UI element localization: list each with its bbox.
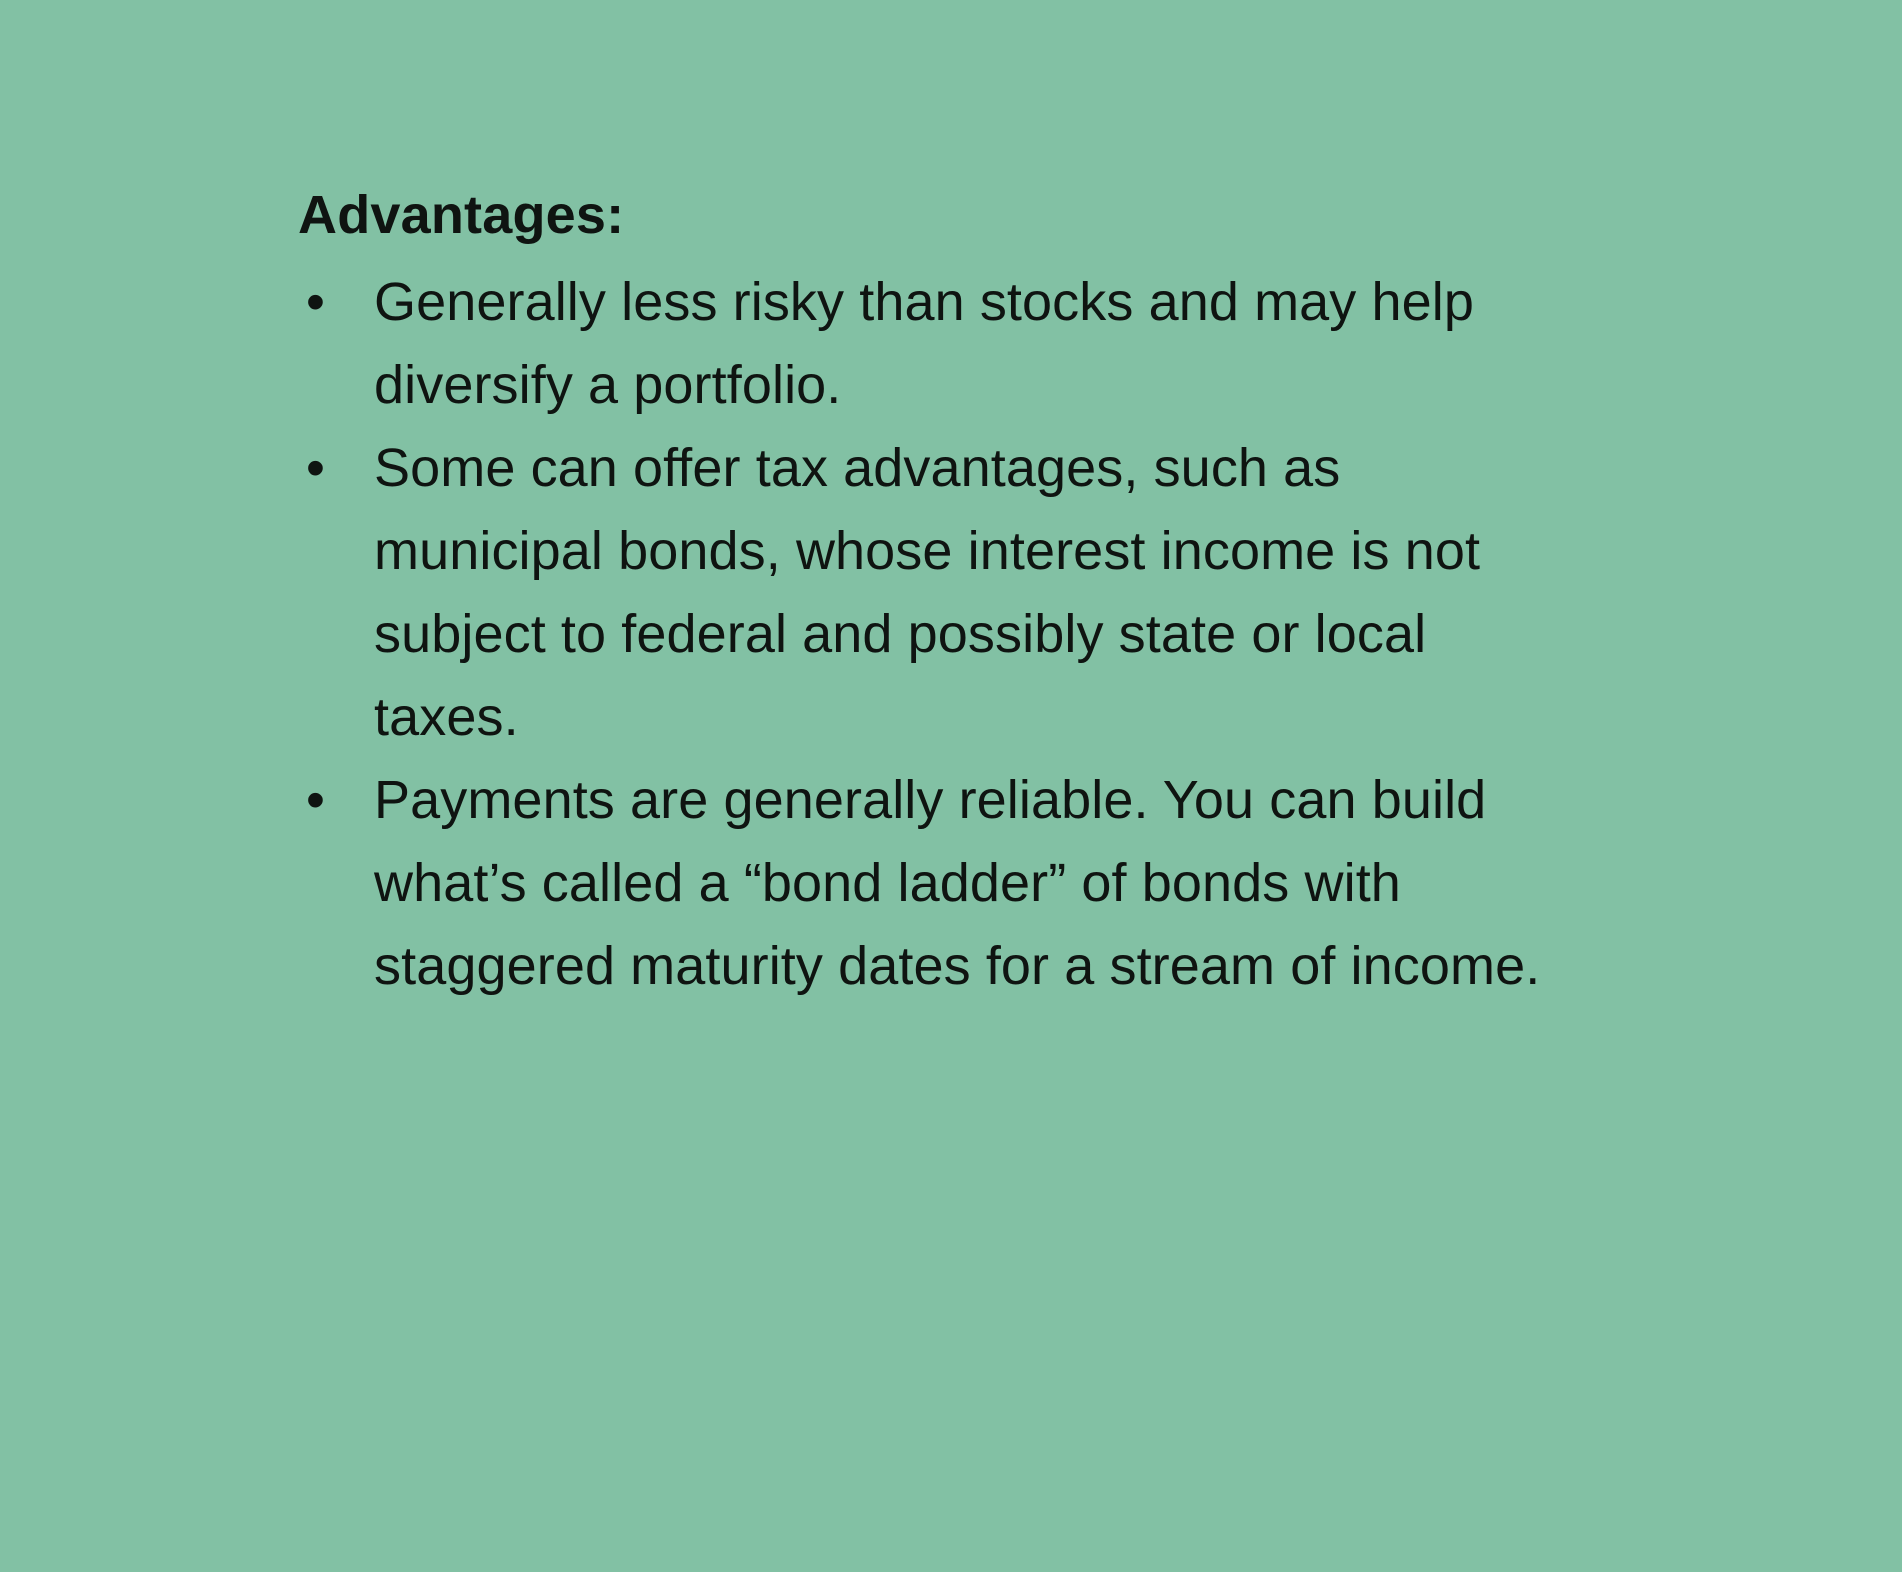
bullet-icon: • (306, 272, 326, 332)
advantages-content (298, 175, 1558, 1008)
advantages-list (298, 261, 1558, 1008)
list-item (298, 759, 1558, 1008)
list-item-text: Payments are generally reliable. You can build what’s called a “bond ladder” of bonds with staggered maturity dates for a stream of income. (374, 770, 1541, 996)
section-heading: Advantages: (298, 185, 625, 245)
bullet-icon: • (306, 770, 326, 830)
bullet-icon: • (306, 438, 326, 498)
list-item-text: Some can offer tax advantages, such as municipal bonds, whose interest income is not subject to federal and possibly state or local taxes. (374, 438, 1481, 747)
list-item (298, 427, 1558, 759)
list-item-text: Generally less risky than stocks and may help diversify a portfolio. (374, 272, 1474, 415)
list-item (298, 261, 1558, 427)
